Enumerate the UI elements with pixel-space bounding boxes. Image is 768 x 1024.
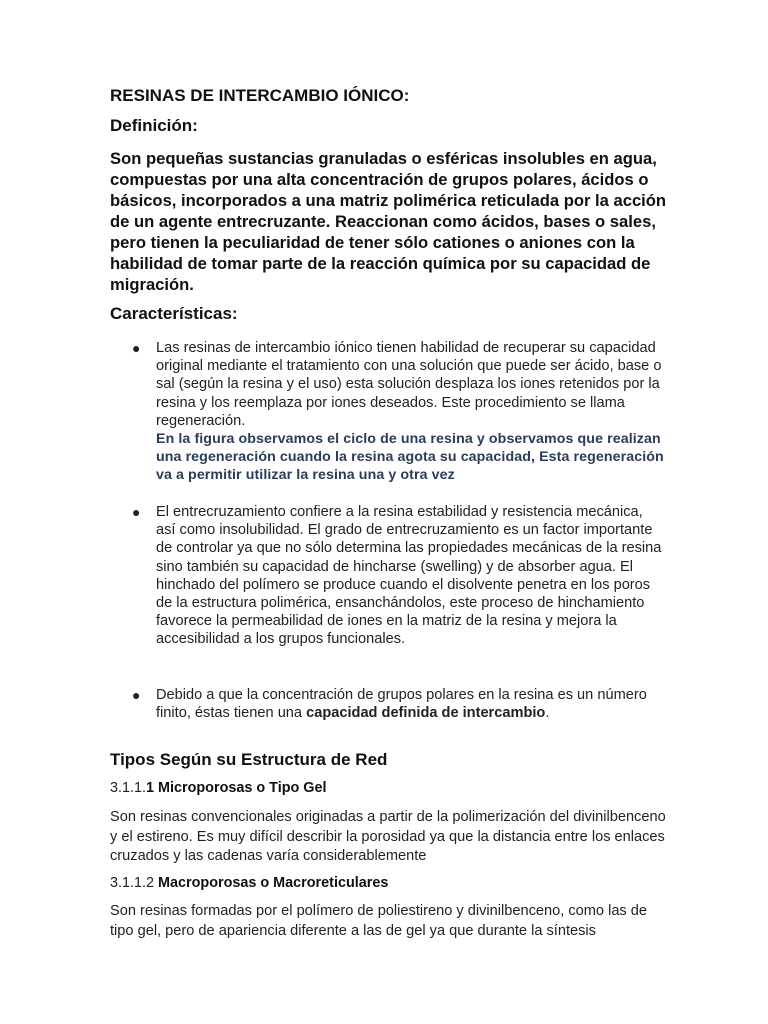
microporous-paragraph: Son resinas convencionales originadas a partir de la polimerización del divinilbenceno y el estireno. Es muy difícil describir la porosidad ya que la distancia entre los enlaces cruzados y las cadenas varía considerablemente bbox=[110, 809, 666, 864]
bullet-item-capacity bbox=[132, 686, 664, 722]
subsection-title: Macroporosas o Macroreticulares bbox=[158, 875, 389, 891]
subsection-heading-microporous bbox=[110, 780, 326, 796]
definition-heading: Definición: bbox=[110, 116, 198, 135]
macroporous-paragraph: Son resinas formadas por el polímero de poliestireno y divinilbenceno, como las de tipo gel, pero de apariencia diferente a las de gel ya que durante la síntesis bbox=[110, 903, 648, 939]
bullet-bold-text: capacidad definida de intercambio bbox=[306, 705, 546, 722]
bullet-item-regeneration bbox=[132, 339, 664, 485]
subsection-number: 3.1.1. bbox=[110, 780, 147, 796]
bullet-text: Debido a que la concentración de grupos polares en la resina es un número finito, éstas tienen una bbox=[156, 687, 647, 722]
bullet-icon: ● bbox=[132, 504, 141, 520]
characteristics-heading: Características: bbox=[110, 304, 238, 323]
figure-note: En la figura observamos el ciclo de una resina y observamos que realizan una regeneración cuando la resina agota su capacidad, Esta regeneración va a permitir utilizar la resina una y otra vez bbox=[156, 431, 664, 484]
document-title: RESINAS DE INTERCAMBIO IÓNICO: bbox=[110, 86, 410, 105]
definition-paragraph: Son pequeñas sustancias granuladas o esféricas insolubles en agua, compuestas por una alta concentración de grupos polares, ácidos o básicos, incorporados a una matriz polimérica reticulada por la acción de un agente entrecruzante. Reaccionan como ácidos, bases o sales, pero tienen la peculiaridad de tener sólo cationes o aniones con la habilidad de tomar parte de la reacción química por su capacidad de migración. bbox=[110, 149, 667, 294]
bullet-icon: ● bbox=[132, 687, 141, 703]
bullet-item-crosslinking bbox=[132, 503, 664, 649]
bullet-text-end: . bbox=[545, 705, 550, 722]
subsection-title: 1 Microporosas o Tipo Gel bbox=[146, 780, 327, 796]
bullet-text: El entrecruzamiento confiere a la resina estabilidad y resistencia mecánica, así como insolubilidad. El grado de entrecruzamiento es un factor importante de controlar ya que no sólo determina las propiedades mecánicas de la resina sino también su capacidad de hincharse (swelling) y de absorber agua. El hinchado del polímero se produce cuando el disolvente penetra en los poros de la estructura polimérica, ensanchándolos, este proceso de hinchamiento favorece la permeabilidad de iones en la matriz de la resina y mejora la accesibilidad a los grupos funcionales. bbox=[156, 504, 662, 648]
subsection-number: 3.1.1.2 bbox=[110, 875, 159, 891]
subsection-heading-macroporous bbox=[110, 875, 388, 891]
types-heading: Tipos Según su Estructura de Red bbox=[110, 750, 388, 769]
bullet-icon: ● bbox=[132, 340, 141, 356]
bullet-text: Las resinas de intercambio iónico tienen habilidad de recuperar su capacidad original mediante el tratamiento con una solución que puede ser ácido, base o sal (según la resina y el uso) esta solución desplaza los iones retenidos por la resina y los reemplaza por iones deseados. Este procedimiento se llama regeneración. bbox=[156, 340, 662, 429]
